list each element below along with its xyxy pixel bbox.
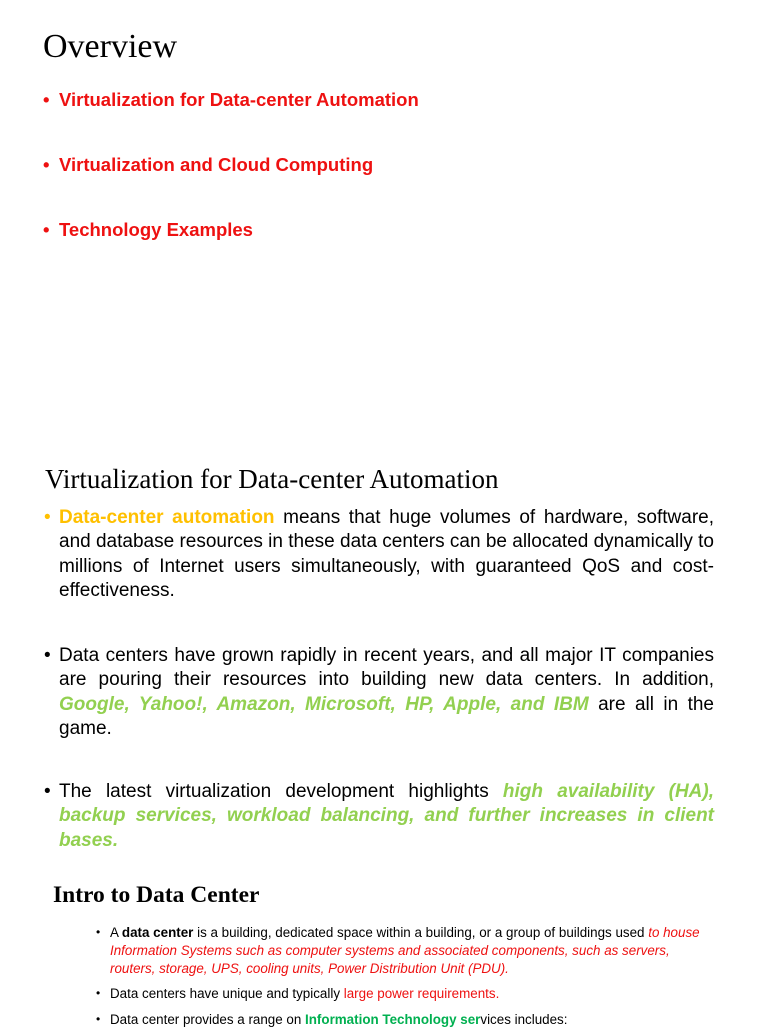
paragraph-text [59,506,714,603]
paragraph-bullet [44,644,714,741]
bullet-icon: • [44,645,51,666]
bullet-item [96,1011,716,1029]
bold-term: data center [121,925,194,940]
body-text: Data centers have grown rapidly in recent years, and all major IT companies are pouring their resources into building new data centers. In addition, [59,645,714,691]
bullet-icon: • [43,89,50,110]
bullet-item [43,154,373,176]
bullet-text [110,1011,716,1029]
slide-title: Virtualization for Data-center Automation [45,464,499,494]
bullet-icon: • [96,925,101,939]
bullet-icon: • [43,154,50,175]
bullet-icon: • [44,781,51,802]
bullet-text: Technology Examples [59,219,253,240]
bullet-icon: • [43,219,50,240]
bullet-item [96,924,716,978]
slide-intro-data-center [0,870,768,1027]
bullet-item [96,985,716,1003]
body-text: vices includes: [480,1012,568,1027]
bullet-icon: • [96,1012,101,1026]
bullet-item [43,219,253,241]
slide-title: Intro to Data Center [53,882,260,908]
body-text: means that huge volumes of hardware, software, and database resources in these data centers can be allocated dynamically to millions of Internet users simultaneously, with guaranteed QoS and cost-effectiveness. [59,507,715,601]
body-text: Data center provides a range on [110,1012,306,1027]
slide-virtualization-automation [0,460,768,865]
highlight-text: Information Technology ser [305,1012,481,1027]
paragraph-bullet [44,506,714,603]
paragraph-text [59,644,714,741]
paragraph-text [59,780,714,853]
slide-overview [0,0,768,440]
bullet-icon: • [44,507,51,528]
body-text: The latest virtualization development highlights [59,781,503,802]
body-text: A [110,925,122,940]
slide-title: Overview [43,28,178,65]
bullet-text [110,985,716,1003]
highlight-text: large power requirements. [343,986,500,1001]
bullet-text: Virtualization and Cloud Computing [59,154,374,175]
bullet-text [110,924,716,978]
highlight-text: high availability (HA), backup services, workload balancing, and further increases in client bases. [59,781,714,851]
highlight-text: Data-center automation [59,507,275,528]
bullet-item [43,89,419,111]
highlight-text: Google, Yahoo!, Amazon, Microsoft, HP, Apple, and IBM [59,693,589,715]
highlight-text: to house Information Systems such as computer systems and associated components, such as servers, routers, storage, UPS, cooling units, Power Distribution Unit (PDU). [110,925,700,976]
bullet-icon: • [96,986,101,1000]
bullet-text: Virtualization for Data-center Automation [59,89,419,110]
body-text: are all in the game. [59,693,714,739]
paragraph-bullet [44,780,714,853]
body-text: is a building, dedicated space within a building, or a group of buildings used [193,925,649,940]
body-text: Data centers have unique and typically [110,986,344,1001]
